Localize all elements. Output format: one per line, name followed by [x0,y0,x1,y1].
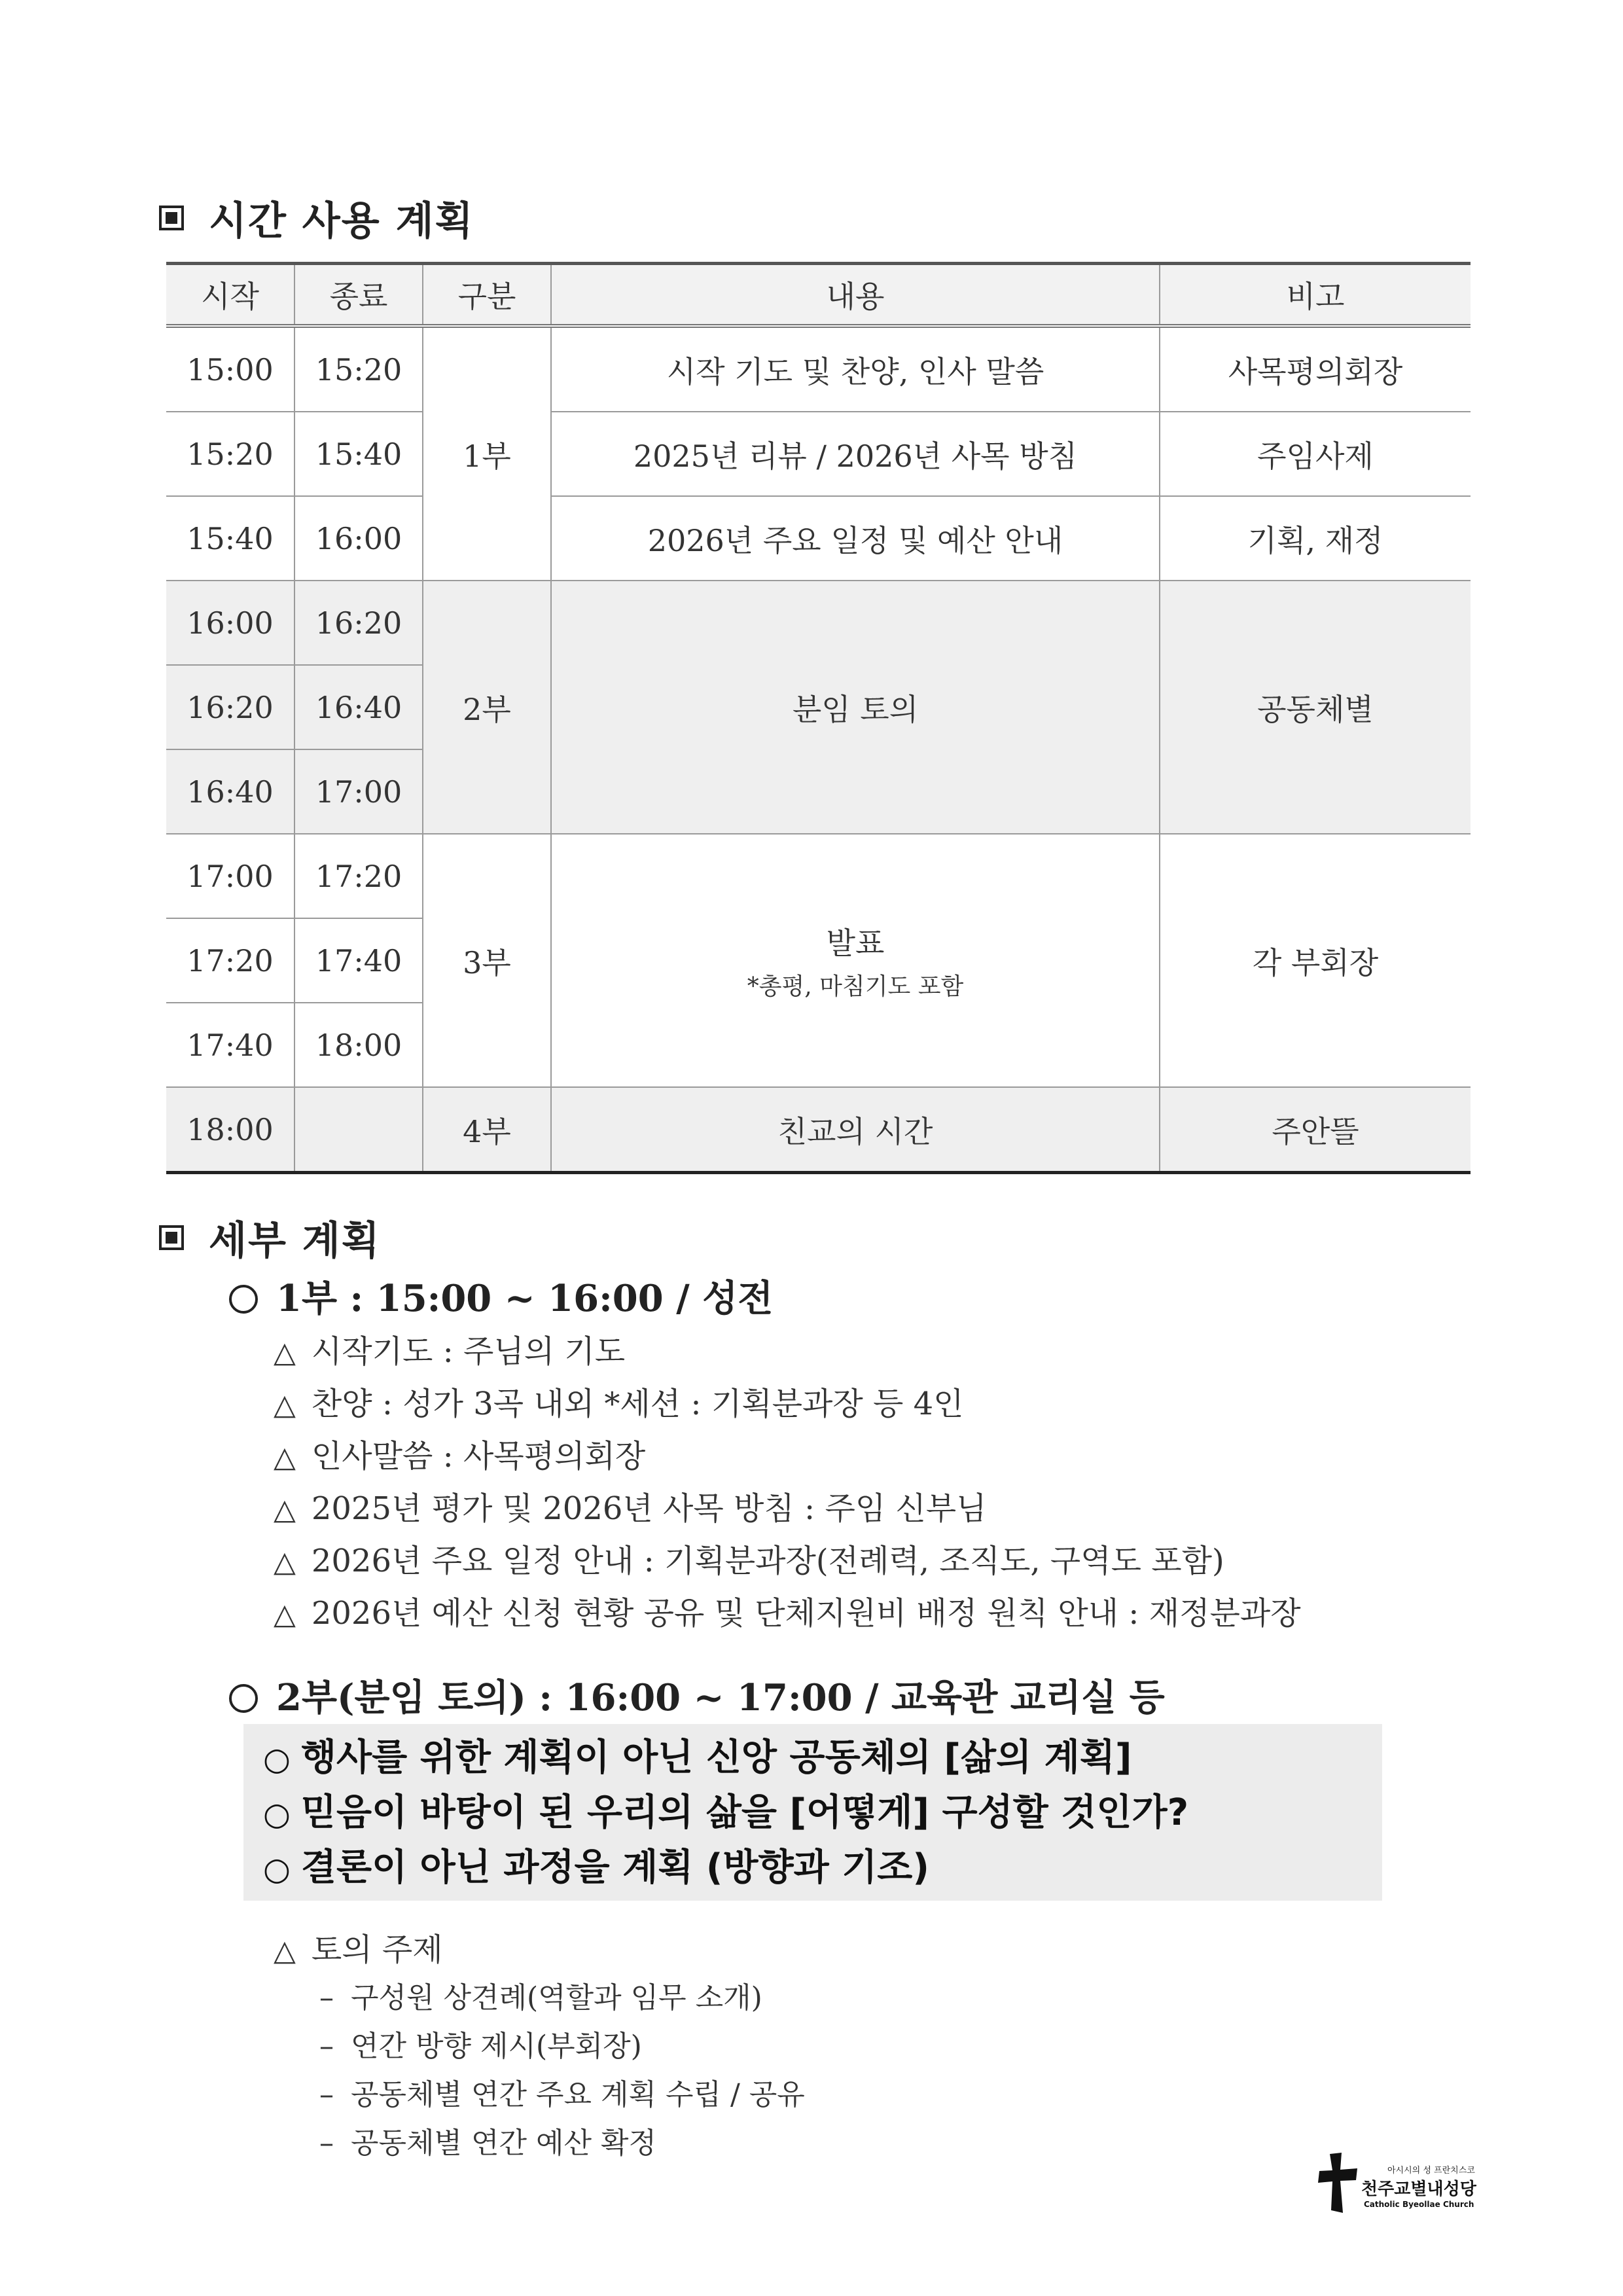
content-cell: 친교의 시간 [551,1087,1160,1173]
list-item: △ 시작기도 : 주님의 기도 [274,1333,626,1370]
start-time: 15:40 [166,496,294,581]
circle-bullet-icon: ○ [263,1796,291,1833]
table-row [166,412,1471,496]
section-title-text: 시간 사용 계획 [209,198,474,244]
topic-item: – 연간 방향 제시(부회장) [319,2030,642,2063]
header-start: 시작 [166,264,294,327]
content-subnote: *총평, 마침기도 포함 [747,973,964,1000]
end-time: 15:40 [294,412,423,496]
logo-text: 아시시의 성 프란치스코 천주교별내성당 Catholic Byeollae Church [1361,2166,1476,2209]
end-time: 16:20 [294,581,423,665]
dash-icon: – [319,2078,334,2111]
content-cell: 2025년 리뷰 / 2026년 사목 방침 [551,412,1160,496]
start-time: 16:00 [166,581,294,665]
header-note: 비고 [1160,264,1471,327]
circle-bullet-icon: ○ [263,1741,291,1778]
start-time: 16:20 [166,665,294,749]
section-title-schedule [159,190,474,246]
topic-item: – 공동체별 연간 예산 확정 [319,2126,656,2160]
table-row [166,581,1471,665]
highlight-line: ○ 결론이 아닌 과정을 계획 (방향과 기조) [263,1840,1382,1895]
end-time: 16:40 [294,665,423,749]
start-time: 18:00 [166,1087,294,1173]
highlight-line: ○ 행사를 위한 계획이 아닌 신앙 공동체의 [삶의 계획] [263,1731,1382,1785]
circle-icon [229,1684,258,1713]
circle-bullet-icon: ○ [263,1851,291,1888]
end-time [294,1087,423,1173]
triangle-icon: △ [274,1441,296,1474]
church-logo [1315,2150,1476,2222]
part-label: 3부 [423,834,551,1087]
highlight-box [243,1724,1382,1901]
end-time: 17:00 [294,749,423,834]
table-header-row [166,264,1471,327]
part-label: 4부 [423,1087,551,1173]
dash-icon: – [319,1981,334,2015]
content-text: 발표 [826,925,885,961]
list-item: △ 2025년 평가 및 2026년 사목 방침 : 주임 신부님 [274,1490,987,1527]
cross-icon [1315,2150,1361,2215]
note-cell: 기획, 재정 [1160,496,1471,581]
start-time: 16:40 [166,749,294,834]
end-time: 18:00 [294,1003,423,1087]
header-part: 구분 [423,264,551,327]
triangle-icon: △ [274,1934,296,1967]
list-item: △ 인사말씀 : 사목평의회장 [274,1438,646,1475]
highlight-line: ○ 믿음이 바탕이 된 우리의 삶을 [어떻게] 구성할 것인가? [263,1785,1382,1840]
content-cell [551,834,1160,1087]
dash-icon: – [319,2030,334,2063]
triangle-icon: △ [274,1598,296,1631]
list-item: △ 찬양 : 성가 3곡 내외 *세션 : 기획분과장 등 4인 [274,1386,964,1422]
note-cell: 주안뜰 [1160,1087,1471,1173]
end-time: 17:40 [294,918,423,1003]
end-time: 15:20 [294,326,423,412]
start-time: 15:20 [166,412,294,496]
circle-icon [229,1285,258,1314]
table-row [166,496,1471,581]
content-cell: 2026년 주요 일정 및 예산 안내 [551,496,1160,581]
end-time: 16:00 [294,496,423,581]
note-cell: 사목평의회장 [1160,326,1471,412]
table-row [166,1087,1471,1173]
triangle-icon: △ [274,1388,296,1422]
content-cell: 시작 기도 및 찬양, 인사 말씀 [551,326,1160,412]
schedule-table [166,262,1471,1174]
topic-title: △ 토의 주제 [274,1931,443,1968]
part-label: 2부 [423,581,551,834]
topic-item: – 공동체별 연간 주요 계획 수립 / 공유 [319,2078,805,2111]
content-cell: 분임 토의 [551,581,1160,834]
filled-square-icon [159,206,184,230]
header-end: 종료 [294,264,423,327]
list-item: △ 2026년 주요 일정 안내 : 기획분과장(전례력, 조직도, 구역도 포함) [274,1543,1224,1579]
section-title-detail [159,1210,381,1266]
start-time: 17:40 [166,1003,294,1087]
part2-heading: 2부(분임 토의) : 16:00 ~ 17:00 / 교육관 교리실 등 [229,1669,1165,1721]
section-title-text: 세부 계획 [209,1218,381,1264]
triangle-icon: △ [274,1545,296,1579]
note-cell: 각 부회장 [1160,834,1471,1087]
table-row [166,326,1471,412]
part1-heading: 1부 : 15:00 ~ 16:00 / 성전 [229,1270,773,1322]
start-time: 17:00 [166,834,294,918]
triangle-icon: △ [274,1336,296,1369]
dash-icon: – [319,2126,334,2160]
note-cell: 공동체별 [1160,581,1471,834]
triangle-icon: △ [274,1493,296,1526]
filled-square-icon [159,1225,184,1250]
table-row [166,834,1471,918]
start-time: 15:00 [166,326,294,412]
end-time: 17:20 [294,834,423,918]
part-label: 1부 [423,326,551,581]
start-time: 17:20 [166,918,294,1003]
note-cell: 주임사제 [1160,412,1471,496]
topic-item: – 구성원 상견례(역할과 임무 소개) [319,1981,762,2015]
list-item: △ 2026년 예산 신청 현황 공유 및 단체지원비 배정 원칙 안내 : 재정분과장 [274,1595,1301,1632]
header-content: 내용 [551,264,1160,327]
